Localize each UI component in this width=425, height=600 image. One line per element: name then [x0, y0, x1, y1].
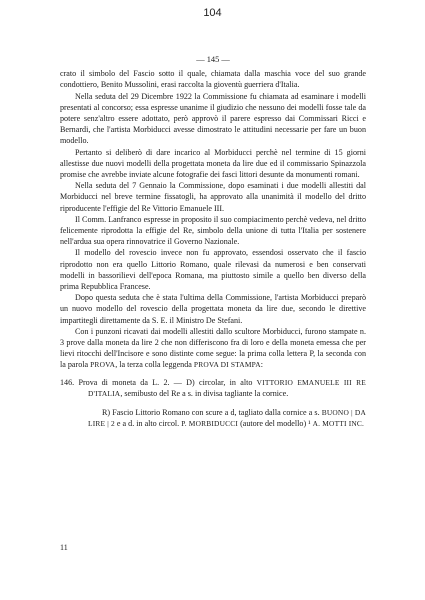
entry-obverse-legend: VITTORIO EMANUELE III RE D'ITALIA — [88, 377, 366, 398]
entry-obverse-rest: , semibusto del Re a s. in divisa tagliante la cornice. — [120, 388, 289, 398]
paragraph-8-mid: , la terza colla leggenda — [115, 360, 192, 370]
paragraph-2: Nella seduta del 29 Dicembre 1922 la Commissione fu chiamata ad esaminare i modelli presentati al concorso; essa espresse unanime il giudizio che nessuno dei modelli fosse tale da potere senz'altro essere adottato, però approvò il parere espresso dai Commissari Ricci e Bernardi, che l'artista Morbiducci avesse dimostrato le attitudini necessarie per fare un buon modello. — [60, 91, 366, 146]
paragraph-4: Nella seduta del 7 Gennaio la Commissione, dopo esaminati i due modelli allestiti dal Morbiducci nel breve termine fissatogli, ha approvato alla unanimità il modello del dritto riproducente l'effigie del Re Vittorio Emanuele III. — [60, 181, 366, 213]
page-number: — 145 — — [196, 55, 230, 64]
entry-reverse-author: (autore del modello) ¹ — [240, 419, 311, 429]
paragraph-8-end: : — [260, 360, 264, 370]
entry-reverse-legend-3: A. MOTTI INC. — [312, 419, 365, 429]
paragraph-1: crato il simbolo del Fascio sotto il quale, chiamata dalla maschia voce del suo grande condottiero, Benito Mussolini, erasi raccolta la gioventù guerriera d'Italia. — [60, 69, 366, 90]
paragraph-8 — [60, 326, 366, 371]
entry-reverse-legend-1: BUONO | DA LIRE | 2 — [88, 408, 367, 429]
paragraph-5: Il Comm. Lanfranco espresse in proposito il suo compiacimento perchè vedeva, nel dritto felicemente riprodotta la effigie del Re, simbolo della unione di tutta l'Italia per sostenere nell'ardua sua opera rinnovatrice il Governo Nazionale. — [60, 214, 366, 247]
entry-number: 146. — [60, 377, 75, 387]
signature-mark: 11 — [60, 543, 68, 552]
entry-reverse-text: R) Fascio Littorio Romano con scure a d, tagliato dalla cornice a s. — [102, 408, 320, 418]
document-page — [60, 54, 366, 430]
word-prova: PROVA — [90, 360, 116, 370]
paragraph-3: Pertanto si deliberò di dare incarico al Morbiducci perchè nel termine di 15 giorni allestisse due nuovi modelli della progettata moneta da lire due ed il commissario Spinazzola promise che avrebbe inviate alcune fotografie dei fasci littori desunte da monumenti romani. — [60, 147, 366, 180]
entry-obverse-text: Prova di moneta da L. 2. — D) circolar, in alto — [78, 377, 253, 387]
entry-reverse-mid: e a d. in alto circol. — [116, 419, 180, 429]
legend-prova-di-stampa: PROVA DI STAMPA — [193, 360, 261, 370]
paragraph-6: Il modello del rovescio invece non fu approvato, essendosi osservato che il fascio riprodotto non era quello Littorio Romano, quale rilevasi da numerosi e ben conservati modelli in bassorilievi dell'epoca Romana, ma piuttosto simile a quello ben diverso della prima Repubblica Francese. — [60, 248, 366, 292]
catalog-entry-reverse — [60, 407, 366, 429]
paragraph-7: Dopo questa seduta che è stata l'ultima della Commissione, l'artista Morbiducci preparò un nuovo modello del rovescio della progettata moneta da lire due, secondo le direttive impartitegli direttamente da S. E. il Ministro De Stefani. — [60, 293, 366, 325]
paragraph-8-text: Con i punzoni ricavati dai modelli allestiti dallo scultore Morbiducci, furono stampate n. 3 prove dalla moneta da lire 2 che non differiscono fra di loro e della moneta emessa che per lievi ritocchi dell'Incisore e sono distinte come segue: la prima colla lettera P, la seconda con la parola — [60, 326, 366, 370]
catalog-entry-146 — [60, 377, 366, 399]
entry-reverse-legend-2: P. MORBIDUCCI — [181, 419, 239, 429]
top-page-number: 104 — [203, 7, 222, 19]
